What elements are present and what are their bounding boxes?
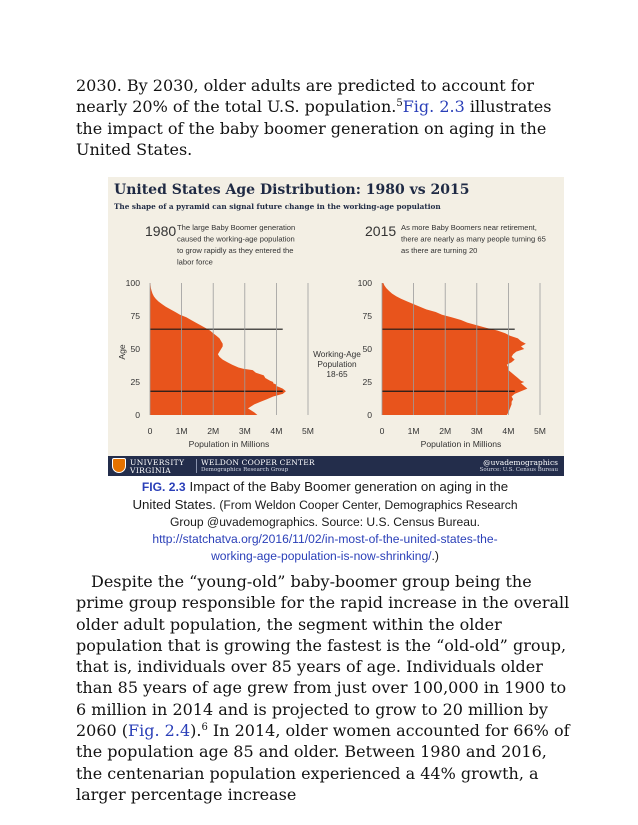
chart-1980-annotation-line: labor force [177, 257, 213, 267]
caption-label: FIG. 2.3 [141, 480, 186, 494]
chart-1980-x-tick-label: 1M [175, 426, 188, 436]
reference-6[interactable]: 6 [201, 722, 208, 734]
chart-1980-y-tick-label: 100 [125, 278, 140, 288]
center-group: Demographics Research Group [201, 467, 289, 473]
chart-2015-y-tick-label: 25 [362, 377, 372, 387]
fig-2-3-link[interactable]: Fig. 2.3 [402, 97, 465, 117]
chart-2015-annotation-line: there are nearly as many people turning 65 [401, 234, 546, 244]
chart-2015-x-tick-label: 4M [502, 426, 515, 436]
chart-2015-x-tick-label: 1M [407, 426, 420, 436]
chart-2015-annotation-line: as there are turning 20 [401, 246, 478, 255]
footer-source: Source: U.S. Census Bureau [479, 467, 558, 473]
figure-subtitle: The shape of a pyramid can signal future change in the working-age population [114, 202, 441, 211]
body-text-2: ). [190, 721, 202, 741]
uva-shield-icon [112, 458, 126, 473]
figure-footer [108, 456, 564, 476]
intro-text-end: illustrates the impact of the baby boomer generation on aging in the United States. [76, 97, 552, 159]
chart-1980-y-tick-label: 0 [135, 410, 140, 420]
chart-1980-population-area [150, 283, 286, 415]
reference-5[interactable]: 5 [396, 98, 403, 110]
figure-title: United States Age Distribution: 1980 vs 2015 [114, 182, 470, 198]
body-text-1: Despite the “young-old” baby-boomer group being the prime group responsible for the rapid increase in the overall older adult population, the segment within the older population that is growing the fastest is the “old-old” group, that is, individuals over 85 years of age. Individuals older than 85 years of age grew from just over 100,000 in 1900 to 6 million in 2014 and is projected to grow to 20 million by 2060 ( [76, 572, 570, 741]
chart-2015-x-tick-label: 2M [439, 426, 452, 436]
chart-2015-x-tick-label: 5M [534, 426, 546, 436]
chart-2015-x-axis-label: Population in Millions [420, 439, 502, 449]
chart-2015-year-label: 2015 [365, 223, 397, 239]
chart-1980-annotation-line: to grow rapidly as they entered the [177, 246, 294, 255]
chart-1980-x-tick-label: 0 [147, 426, 153, 436]
chart-2015-x-tick-label: 0 [379, 426, 385, 436]
chart-1980-y-tick-label: 75 [130, 311, 140, 321]
chart-1980-x-tick-label: 4M [270, 426, 283, 436]
center-name: WELDON COOPER CENTER [201, 458, 315, 467]
intro-paragraph [76, 75, 576, 160]
chart-2015-y-tick-label: 50 [362, 344, 372, 354]
caption-source: (From Weldon Cooper Center, Demographics Research Group @uvademographics. Source: U.S. Census Bureau. [169, 498, 518, 529]
fig-2-4-link[interactable]: Fig. 2.4 [128, 721, 191, 741]
chart-1980-x-tick-label: 2M [207, 426, 220, 436]
chart-1980-x-axis-label: Population in Millions [188, 439, 270, 449]
chart-2015-y-tick-label: 75 [362, 311, 372, 321]
working-age-annotation: Population [317, 359, 357, 369]
intro-text: 2030. By 2030, older adults are predicted to account for nearly 20% of the total U.S. population. [76, 76, 535, 117]
caption-close: .) [431, 549, 439, 563]
chart-2015-annotation-line: As more Baby Boomers near retirement, [401, 223, 537, 232]
chart-1980-y-tick-label: 50 [130, 344, 140, 354]
uva-logo-line1: UNIVERSITY [130, 458, 185, 467]
body-paragraph [76, 571, 576, 805]
chart-1980-annotation-line: caused the working-age population [177, 234, 295, 244]
chart-1980-year-label: 1980 [145, 223, 177, 239]
chart-2015-population-area [382, 283, 527, 415]
working-age-annotation: Working-Age [313, 349, 361, 359]
chart-2015-y-tick-label: 0 [367, 410, 372, 420]
chart-2015-y-tick-label: 100 [357, 278, 372, 288]
chart-1980-x-tick-label: 3M [238, 426, 251, 436]
caption-url-link[interactable]: http://statchatva.org/2016/11/02/in-most-of-the-united-states-the-working-age-population-is-now-shrinking/ [152, 532, 498, 563]
footer-divider [196, 459, 197, 473]
working-age-annotation: 18-65 [326, 369, 348, 379]
age-distribution-figure [108, 177, 564, 476]
caption-title: Impact of the Baby Boomer generation on aging in the United States. [132, 479, 509, 512]
footer-handle: @uvademographics [483, 458, 558, 467]
chart-1980-annotation-line: The large Baby Boomer generation [177, 223, 296, 232]
body-text-3: In 2014, older women accounted for 66% of the population age 85 and older. Between 1980 and 2016, the centenarian population experienced a 44% growth, a larger percentage increase [76, 721, 570, 804]
chart-1980-x-tick-label: 5M [302, 426, 314, 436]
chart-2015-x-tick-label: 3M [470, 426, 483, 436]
chart-1980-y-axis-label: Age [117, 344, 127, 360]
uva-logo-line2: VIRGINIA [130, 466, 172, 475]
population-pyramid-charts [108, 177, 564, 456]
chart-1980-y-tick-label: 25 [130, 377, 140, 387]
figure-caption [130, 478, 520, 565]
